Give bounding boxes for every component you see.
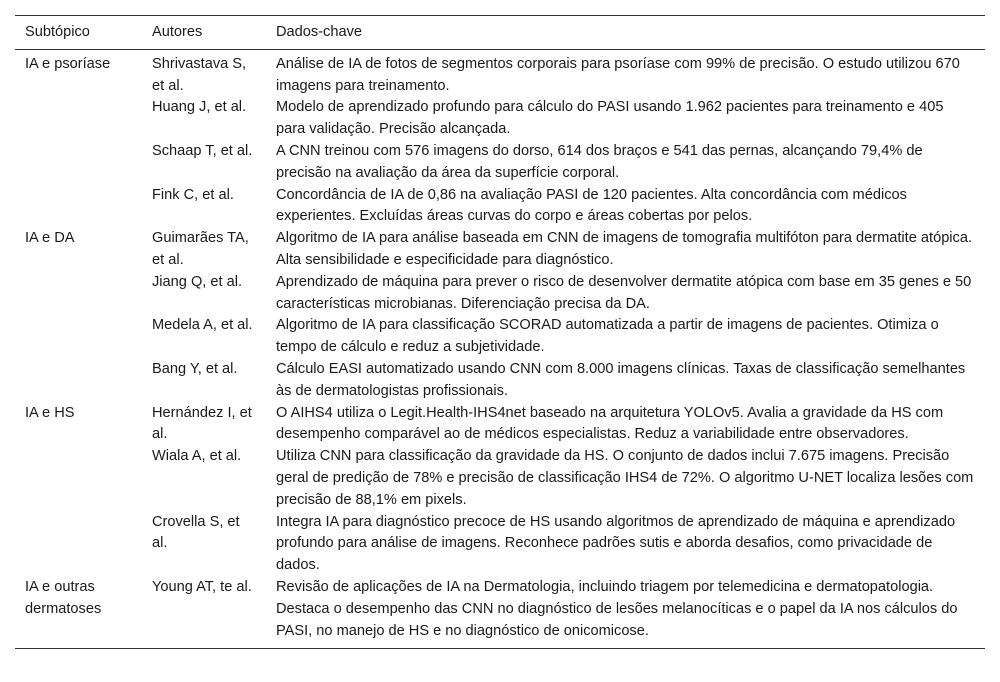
key-data-cell: Algoritmo de IA para classificação SCORAD automatizada a partir de imagens de pacientes. Otimiza o tempo de cálculo e reduz a subjetividade. xyxy=(276,317,939,356)
key-data-cell: Aprendizado de máquina para prever o risco de desenvolver dermatite atópica com base em 35 genes e 50 características microbianas. Diferenciação precisa da DA. xyxy=(276,273,972,312)
key-data-cell: Concordância de IA de 0,86 na avaliação PASI de 120 pacientes. Alta concordância com médicos experientes. Excluídas áreas curvas do corpo e áreas cobertas por pelos. xyxy=(276,186,907,225)
table-row xyxy=(15,272,985,316)
subtopic-cell-empty xyxy=(15,185,142,229)
authors-cell: Schaap T, et al. xyxy=(152,142,253,159)
table-header-row xyxy=(15,16,985,50)
header-authors: Autores xyxy=(142,16,266,50)
table-row xyxy=(15,512,985,577)
authors-cell: Huang J, et al. xyxy=(152,99,247,116)
authors-cell: Hernández I, et al. xyxy=(152,404,252,443)
subtopic-cell-empty xyxy=(15,359,142,403)
header-subtopic: Subtópico xyxy=(15,16,142,50)
authors-cell: Wiala A, et al. xyxy=(152,448,242,465)
authors-cell: Crovella S, et al. xyxy=(152,513,240,552)
review-table xyxy=(15,15,985,649)
authors-cell: Jiang Q, et al. xyxy=(152,273,243,290)
subtopic-cell-empty xyxy=(15,97,142,141)
authors-cell: Bang Y, et al. xyxy=(152,360,238,377)
authors-cell: Guimarães TA, et al. xyxy=(152,230,249,268)
subtopic-cell-empty xyxy=(15,512,142,577)
subtopic-cell-empty xyxy=(15,141,142,185)
authors-cell: Young AT, te al. xyxy=(142,577,266,649)
key-data-cell: Revisão de aplicações de IA na Dermatologia, incluindo triagem por telemedicina e dermatopatologia. Destaca o desempenho das CNN no diagnóstico de lesões melanocíticas e o papel da IA nos cálculos do PASI, no manejo de HS e no diagnóstico de onicomicose. xyxy=(266,577,985,649)
key-data-cell: Cálculo EASI automatizado usando CNN com 8.000 imagens clínicas. Taxas de classificação semelhantes às de dermatologistas profissionais. xyxy=(276,360,966,399)
subtopic-cell: IA e HS xyxy=(25,404,75,421)
subtopic-cell-empty xyxy=(15,272,142,316)
key-data-cell: O AIHS4 utiliza o Legit.Health-IHS4net baseado na arquitetura YOLOv5. Avalia a gravidade da HS com desempenho comparável ao de médicos especialistas. Reduz a variabilidade entre observadores. xyxy=(276,404,944,443)
table-row xyxy=(15,446,985,511)
table-row xyxy=(15,403,985,447)
table-row xyxy=(15,359,985,403)
subtopic-cell: IA e psoríase xyxy=(25,55,111,72)
authors-cell: Shrivastava S, et al. xyxy=(152,55,247,94)
table-row xyxy=(15,97,985,141)
key-data-cell: A CNN treinou com 576 imagens do dorso, 614 dos braços e 541 das pernas, alcançando 79,4% de precisão na avaliação da área da superfície corporal. xyxy=(276,142,923,181)
key-data-cell: Utiliza CNN para classificação da gravidade da HS. O conjunto de dados inclui 7.675 imagens. Precisão geral de predição de 78% e precisão de classificação IHS4 de 72%. O algoritmo U-NET localiza lesões com precisão de 88,1% em pixels. xyxy=(276,448,974,508)
subtopic-cell-empty xyxy=(15,315,142,359)
table-row xyxy=(15,49,985,97)
authors-cell: Fink C, et al. xyxy=(152,186,234,203)
subtopic-cell: IA e DA xyxy=(25,230,75,247)
table-row xyxy=(15,141,985,185)
authors-cell: Medela A, et al. xyxy=(152,317,253,334)
subtopic-cell: IA e outras dermatoses xyxy=(15,577,142,649)
table-row xyxy=(15,228,985,272)
table-row xyxy=(15,185,985,229)
key-data-cell: Algoritmo de IA para análise baseada em CNN de imagens de tomografia multifóton para dermatite atópica. Alta sensibilidade e especificidade para diagnóstico. xyxy=(276,230,973,268)
header-key-data: Dados-chave xyxy=(266,16,985,50)
table-row xyxy=(15,315,985,359)
key-data-cell: Integra IA para diagnóstico precoce de HS usando algoritmos de aprendizado de máquina e aprendizado profundo para análise de imagens. Reconhece padrões sutis e aborda desafios, como privacidade de dados. xyxy=(276,513,956,574)
subtopic-cell-empty xyxy=(15,446,142,511)
table-row xyxy=(15,577,985,649)
key-data-cell: Análise de IA de fotos de segmentos corporais para psoríase com 99% de precisão. O estudo utilizou 670 imagens para treinamento. xyxy=(276,55,960,94)
key-data-cell: Modelo de aprendizado profundo para cálculo do PASI usando 1.962 pacientes para treinamento e 405 para validação. Precisão alcançada. xyxy=(276,99,944,138)
